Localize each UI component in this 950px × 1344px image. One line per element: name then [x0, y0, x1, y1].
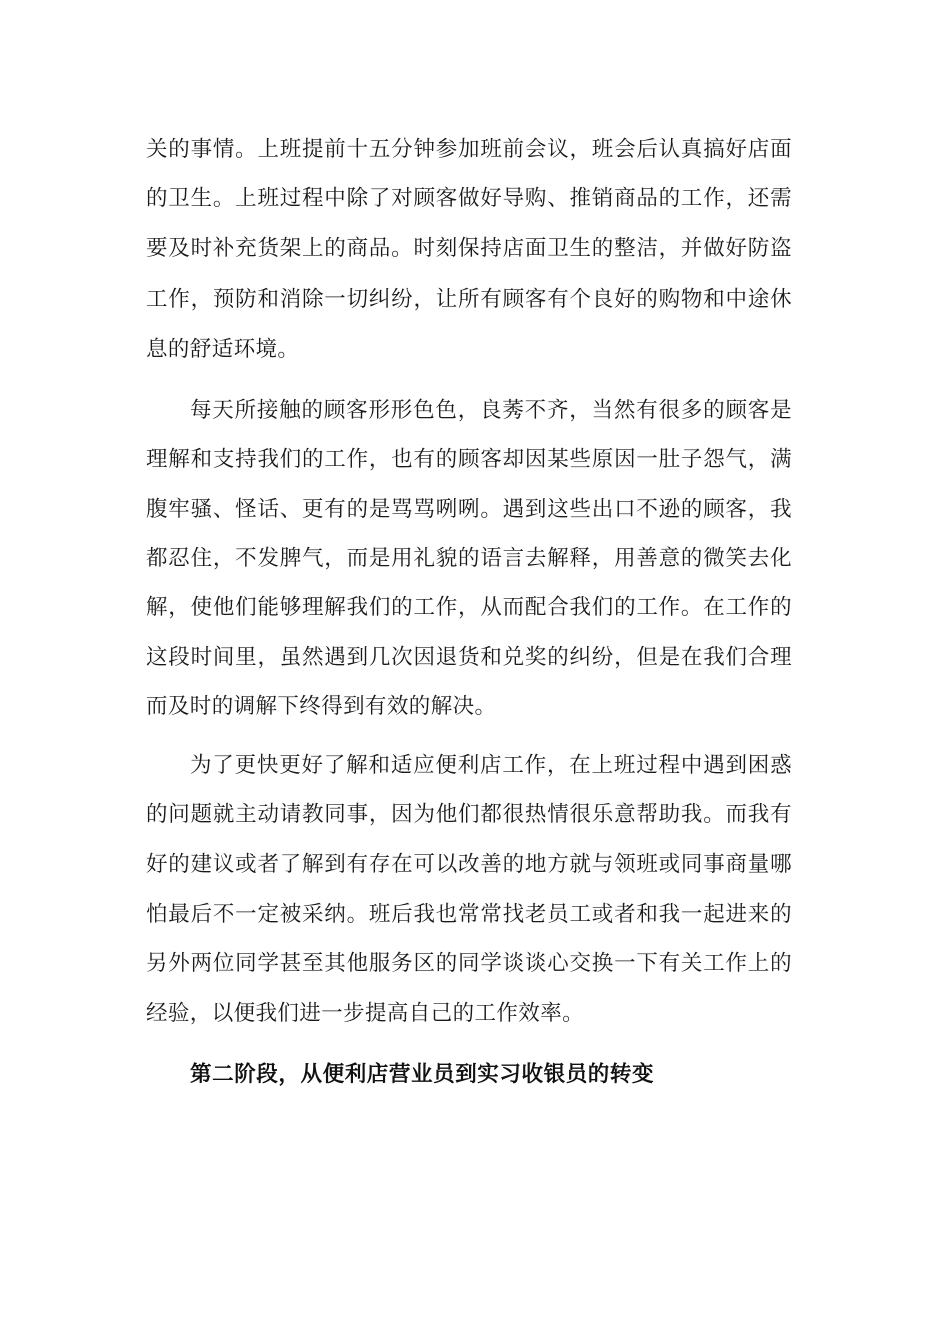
paragraph-3-line-2: 的问题就主动请教同事，因为他们都很热情很乐意帮助我。而我有: [146, 802, 792, 827]
section-heading: 第二阶段，从便利店营业员到实习收银员的转变: [190, 1062, 655, 1087]
paragraph-3-line-6: 经验，以便我们进一步提高自己的工作效率。: [146, 1001, 585, 1026]
paragraph-2-line-3: 腹牢骚、怪话、更有的是骂骂咧咧。遇到这些出口不逊的顾客，我: [146, 497, 792, 522]
paragraph-3-line-5: 另外两位同学甚至其他服务区的同学谈谈心交换一下有关工作上的: [146, 951, 792, 976]
paragraph-1-line-1: 关的事情。上班提前十五分钟参加班前会议，班会后认真搞好店面: [146, 137, 792, 162]
paragraph-1-line-2: 的卫生。上班过程中除了对顾客做好导购、推销商品的工作，还需: [146, 186, 792, 211]
paragraph-3-line-4: 怕最后不一定被采纳。班后我也常常找老员工或者和我一起进来的: [146, 902, 792, 927]
paragraph-2-line-7: 而及时的调解下终得到有效的解决。: [146, 694, 497, 719]
paragraph-1-line-5: 息的舒适环境。: [146, 337, 300, 362]
paragraph-2-line-2: 理解和支持我们的工作，也有的顾客却因某些原因一肚子怨气，满: [146, 447, 792, 472]
paragraph-2-line-6: 这段时间里，虽然遇到几次因退货和兑奖的纠纷，但是在我们合理: [146, 645, 792, 670]
paragraph-2-line-5: 解，使他们能够理解我们的工作，从而配合我们的工作。在工作的: [146, 595, 792, 620]
paragraph-3-line-3: 好的建议或者了解到有存在可以改善的地方就与领班或同事商量哪: [146, 852, 792, 877]
paragraph-2-line-4: 都忍住，不发脾气，而是用礼貌的语言去解释，用善意的微笑去化: [146, 546, 792, 571]
paragraph-3-line-1: 为了更快更好了解和适应便利店工作，在上班过程中遇到困惑: [190, 753, 792, 778]
paragraph-1-line-3: 要及时补充货架上的商品。时刻保持店面卫生的整洁，并做好防盗: [146, 236, 792, 261]
paragraph-1-line-4: 工作，预防和消除一切纠纷，让所有顾客有个良好的购物和中途休: [146, 287, 792, 312]
paragraph-2-line-1: 每天所接触的顾客形形色色，良莠不齐，当然有很多的顾客是: [190, 398, 792, 423]
